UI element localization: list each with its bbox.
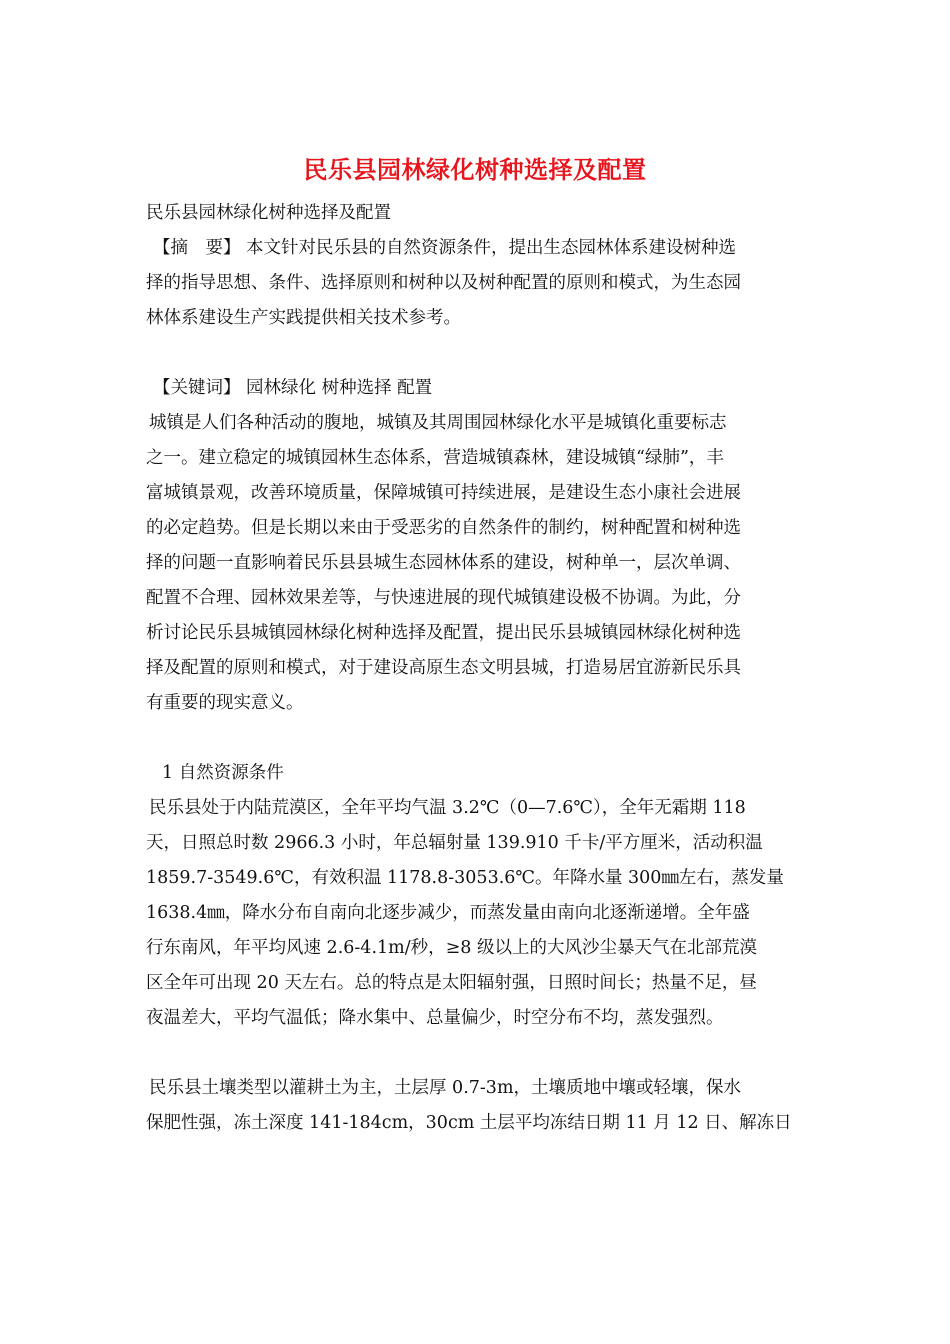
paragraph-line: 民乐县土壤类型以灌耕土为主，土层厚 0.7-3m，土壤质地中壤或轻壤，保水: [149, 1078, 742, 1098]
soil-paragraph: [146, 1071, 806, 1141]
section-heading: 1 自然资源条件: [162, 763, 284, 783]
paragraph-line: 配置不合理、园林效果差等，与快速进展的现代城镇建设极不协调。为此，分: [146, 588, 741, 608]
document-title: 民乐县园林绿化树种选择及配置: [303, 155, 647, 184]
paragraph-line: 行东南风，年平均风速 2.6-4.1m/秒，≥8 级以上的大风沙尘暴天气在北部荒漠: [146, 938, 757, 958]
document-body: [146, 196, 806, 1141]
paragraph-line: 1638.4㎜，降水分布自南向北逐步减少，而蒸发量由南向北逐渐递增。全年盛: [146, 903, 750, 923]
abstract-line: 择的指导思想、条件、选择原则和树种以及树种配置的原则和模式，为生态园: [146, 273, 741, 293]
paragraph-line: 的必定趋势。但是长期以来由于受恶劣的自然条件的制约，树种配置和树种选: [146, 518, 741, 538]
document-subtitle: 民乐县园林绿化树种选择及配置: [146, 203, 391, 223]
keywords-line: 【关键词】 园林绿化 树种选择 配置: [153, 378, 433, 398]
paragraph-line: 有重要的现实意义。: [146, 693, 304, 713]
paragraph-line: 天，日照总时数 2966.3 小时，年总辐射量 139.910 千卡/平方厘米，活动积温: [146, 833, 763, 853]
paragraph-line: 富城镇景观，改善环境质量，保障城镇可持续进展，是建设生态小康社会进展: [146, 483, 741, 503]
climate-paragraph: [146, 791, 806, 1036]
paragraph-line: 夜温差大，平均气温低；降水集中、总量偏少，时空分布不均，蒸发强烈。: [146, 1008, 724, 1028]
paragraph-line: 1859.7-3549.6℃，有效积温 1178.8-3053.6℃。年降水量 300㎜左右，蒸发量: [146, 868, 784, 888]
intro-paragraph: [146, 406, 806, 721]
paragraph-line: 择及配置的原则和模式，对于建设高原生态文明县城，打造易居宜游新民乐具: [146, 658, 741, 678]
paragraph-line: 之一。建立稳定的城镇园林生态体系，营造城镇森林，建设城镇“绿肺”，丰: [146, 448, 724, 468]
blank-line: [146, 1036, 806, 1071]
blank-line: [146, 721, 806, 756]
abstract-line: 林体系建设生产实践提供相关技术参考。: [146, 308, 461, 328]
paragraph-line: 保肥性强，冻土深度 141-184cm，30cm 土层平均冻结日期 11 月 12 日、解冻日: [146, 1113, 792, 1133]
paragraph-line: 区全年可出现 20 天左右。总的特点是太阳辐射强，日照时间长；热量不足，昼: [146, 973, 757, 993]
paragraph-line: 民乐县处于内陆荒漠区，全年平均气温 3.2℃（0—7.6℃），全年无霜期 118: [149, 798, 746, 818]
paragraph-line: 析讨论民乐县城镇园林绿化树种选择及配置，提出民乐县城镇园林绿化树种选: [146, 623, 741, 643]
blank-line: [146, 336, 806, 371]
abstract-paragraph: [146, 231, 806, 336]
paragraph-line: 择的问题一直影响着民乐县县城生态园林体系的建设，树种单一，层次单调、: [146, 553, 741, 573]
abstract-line: 【摘 要】 本文针对民乐县的自然资源条件，提出生态园林体系建设树种选: [153, 238, 737, 258]
paragraph-line: 城镇是人们各种活动的腹地，城镇及其周围园林绿化水平是城镇化重要标志: [149, 413, 727, 433]
